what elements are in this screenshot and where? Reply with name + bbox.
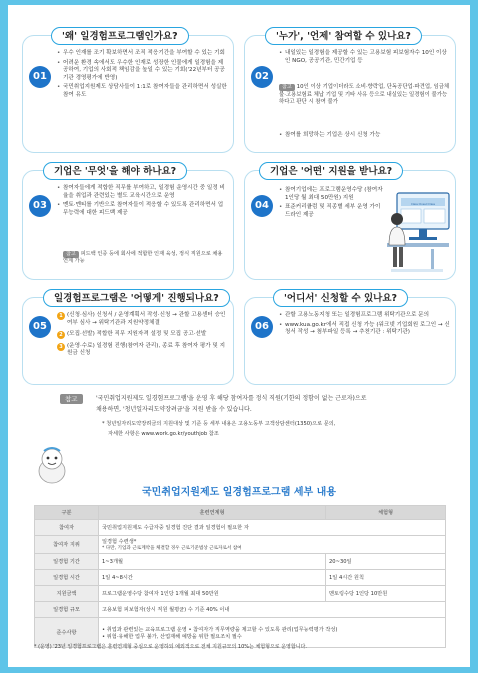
table-header-cell: 훈련연계형 [99,506,326,520]
row-value [99,536,446,554]
notice-line-4: 자세한 사항은 www.work.go.kr/youthjob 참조 [108,431,219,437]
row-category: 참여자 지위 [35,536,99,554]
row-value-experience: 1일 4시간 원칙 [326,570,446,586]
table-row [35,554,446,570]
row-value-training: 1~3개월 [99,554,326,570]
why-bullet: • 국민취업지원제도 상담사들이 1:1로 참여자들을 관리하면서 성실한 참여 유도 [57,84,227,99]
badge-06: 06 [251,316,273,338]
footnote: * (운영) '23년 일경험프로그램은 훈련연계형 중심으로 운영하되 예외적으로 전체 지원규모의 10%는 체험형으로 운영합니다. [34,644,307,650]
badge-04: 04 [251,195,273,217]
who-bullets-2 [279,132,451,142]
where-bullet: • www.kua.go.kr에서 직접 신청 가능 (워크넷 기업회원 로그인 → 신청서 작성 → 첨부파일 등록 → 추천기관 : 위탁기관) [279,322,451,337]
what-reference [63,251,227,266]
card-where-title: '어디서' 신청할 수 있나요? [273,289,408,307]
row-category: 일경험 기간 [35,554,99,570]
row-value: 국민취업지원제도 수급자중 일경험 진단 결과 일경험이 필요한 자 [99,520,446,536]
table-row [35,536,446,554]
row-category: 준수사항 [35,618,99,648]
step-number: 2 [57,331,65,339]
table-row [35,520,446,536]
support-bullets [279,187,383,221]
who-bullet: • 내일있는 일경험을 제공할 수 있는 고용보험 피보험자수 10인 이상인 NGO, 공공기관, 민간기업 등 [279,50,451,65]
row-value-experience: 20~30일 [326,554,446,570]
notice-line-1: '국민취업지원제도 일경험프로그램'을 운영 후 해당 참여자를 정식 직원(기한의 정함이 없는 근로자)으로 [96,395,367,402]
row-value-training: 1일 4~8시간 [99,570,326,586]
why-bullets [57,50,227,102]
card-why [22,31,234,153]
office-worker-illustration [383,189,453,275]
card-why-title: '왜' 일경험프로그램인가요? [51,27,189,45]
notice-tag: 참고 [60,394,83,404]
where-bullets [279,312,451,339]
row-value-line: • 위험·유해한 업무 불가, 산업재해 예방을 위한 필요조치 필수 [102,633,242,640]
row-category: 참여자 [35,520,99,536]
monitor-screen-text: Class Closed Class [410,203,436,206]
reference-tag: 참고 [63,251,79,258]
badge-02: 02 [251,66,273,88]
card-who-title: '누가', '언제' 참여할 수 있나요? [265,27,422,45]
how-step [57,312,227,327]
step-text: (운영·수료) 일경험 진행(참여자 관리), 종료 후 참여자 평가 및 지원금 신청 [67,342,225,357]
card-support-title: 기업은 '어떤' 지원을 받나요? [259,162,403,180]
support-bullet: • 참여기업에는 프로그램운영수당 (참여자 1인당 월 최대 50만원) 지원 [279,187,383,202]
step-number: 1 [57,312,65,320]
step-text: (모집·선발) 적합한 직무 지원자격 설정 및 모집 공고·선발 [67,331,207,338]
row-category: 일경험 시간 [35,570,99,586]
table-header-row [35,506,446,520]
badge-05: 05 [29,316,51,338]
row-value: 고용보험 피보험자(상시 직원 월평균) 수 기준 40% 이내 [99,602,446,618]
reference-tag: 참고 [279,84,295,91]
card-where [244,293,456,385]
why-bullet: • 어려운 환경 속에서도 우수한 인재로 성장한 인물에게 일경험을 제공하여, 기업의 사회적 책임감을 높일 수 있는 기회('22년부터 공공기관 경영평가에 반영) [57,60,227,83]
who-bullet: • 참여를 희망하는 기업은 상시 신청 가능 [279,132,451,140]
notice-line-3: * 청년일자리도약장려금의 지원대상 및 기준 등 세부 내용은 고용노동부 고객상담센터(1350)으로 문의, [102,421,336,427]
table-row [35,586,446,602]
detail-table [34,505,446,648]
row-value-line: 일경험 수련생* [102,539,137,545]
row-value-line: • 취업과 관련있는 교육프로그램 운영 • 참여자가 직무역량을 제고할 수 있도록 관리(업무능력평가 작성) [102,626,338,633]
what-reference-text: 피드백 인증 등에 회사에 적합한 인재 육성, 정식 직원으로 채용 연계 가능 [63,251,223,265]
table-title: 국민취업지원제도 일경험프로그램 세부 내용 [142,487,336,498]
where-bullet: • 관할 고용노동지청 또는 일경험프로그램 위탁기관으로 문의 [279,312,451,320]
card-how-title: 일경험프로그램은 '어떻게' 진행되나요? [43,289,230,307]
table-row [35,602,446,618]
support-bullet: • 표준커리큘럼 및 직종별 세부 운영 가이드라인 제공 [279,204,383,219]
why-bullet: • 우수 인재를 조기 확보하면서 조직 적응기간을 부여할 수 있는 기회 [57,50,227,58]
row-value-training: 프로그램운영수당 참여자 1인당 1개월 최대 50만원 [99,586,326,602]
card-what [22,166,234,280]
table-row [35,570,446,586]
who-reference-text: 10인 이상 기업이더라도 소비·향락업, 단독공단업·파견업, 임금체불·고용보험료 체납 기업 및 기타 사유 등으로 내실있는 일경험이 불가능하다고 판단 시 참여 불가 [279,84,450,106]
badge-03: 03 [29,195,51,217]
badge-01: 01 [29,66,51,88]
what-bullets [57,185,227,219]
how-step [57,331,227,339]
who-bullets [279,50,451,67]
what-bullet: • 멘토·멘티를 기반으로 참여자들이 적응할 수 있도록 관리하면서 업무능력에 대한 피드백 제공 [57,202,227,217]
mascot-illustration [34,445,70,485]
flyer-page [8,5,470,667]
step-number: 3 [57,343,65,351]
row-category: 일경험 규모 [35,602,99,618]
card-who [244,31,456,153]
who-reference [279,84,451,107]
card-how [22,293,234,385]
what-bullet: • 참여자들에게 적합한 직무를 부여하고, 일경험 운영시간 중 일정 비율을 취업과 관련있는 별도 교육시간으로 운영 [57,185,227,200]
row-value-note: * 다만, 기업과 근로계약을 체결할 경우 근로기준법상 근로자로서 참여 [102,546,242,551]
card-what-title: 기업은 '무엇'을 해야 하나요? [43,162,187,180]
table-header-cell: 체험형 [326,506,446,520]
how-step [57,343,227,358]
notice-line-2: 채용하면, '청년일자리도약장려금'을 지원 받을 수 있습니다. [96,406,252,413]
table-header-cell: 구분 [35,506,99,520]
row-value-experience: 멘토링수당 1인당 10만원 [326,586,446,602]
step-text: (신청·심사) 신청서 / 운영계획서 작성·신청 → 관할 고용센터 승인여부 심사 → 위탁기관과 지원약정체결 [67,312,226,326]
row-category: 지원금액 [35,586,99,602]
how-steps [57,312,227,362]
card-support [244,166,456,280]
